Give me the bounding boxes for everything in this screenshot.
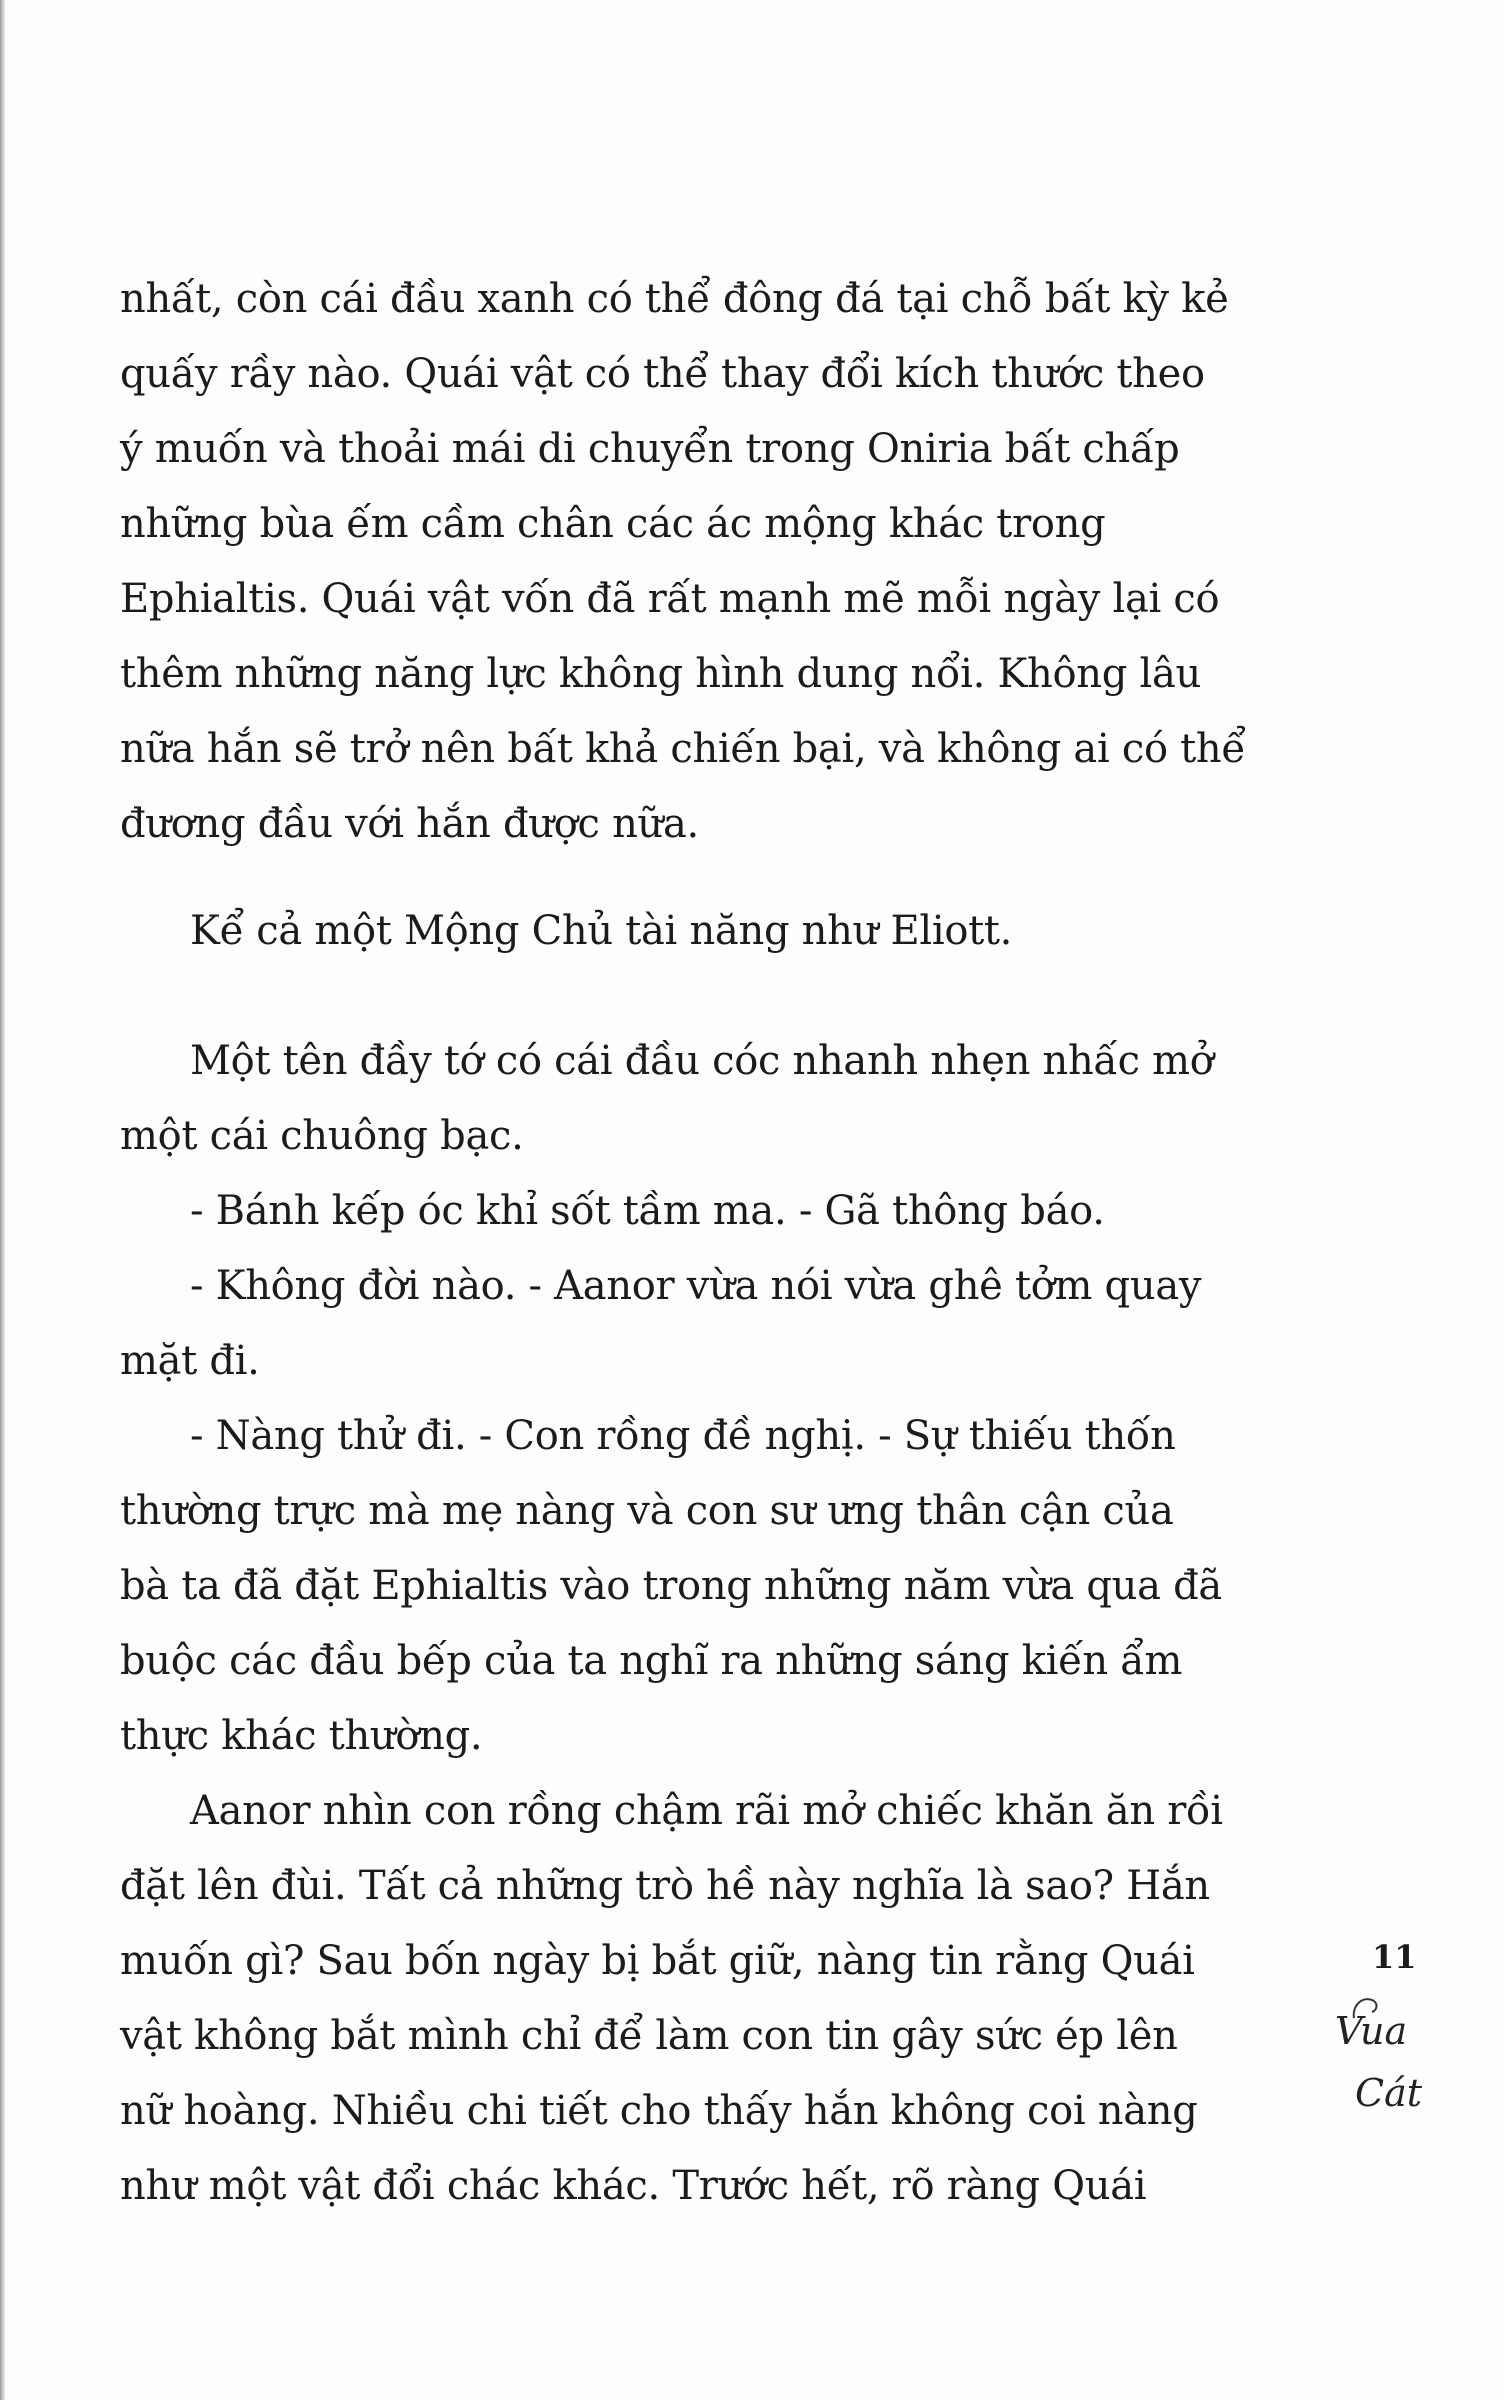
text-line: Một tên đầy tớ có cái đầu cóc nhanh nhẹn nhấc mở <box>190 1038 1214 1084</box>
text-line: - Nàng thử đi. - Con rồng đề nghị. - Sự thiếu thốn <box>190 1413 1176 1459</box>
text-line: nhất, còn cái đầu xanh có thể đông đá tại chỗ bất kỳ kẻ <box>120 276 1229 322</box>
paragraph <box>120 262 1270 862</box>
text-line: - Bánh kếp óc khỉ sốt tầm ma. - Gã thông báo. <box>190 1188 1105 1234</box>
text-line: Aanor nhìn con rồng chậm rãi mở chiếc khăn ăn rồi <box>190 1788 1223 1834</box>
text-line: ý muốn và thoải mái di chuyển trong Oniria bất chấp <box>120 426 1180 472</box>
text-line: đặt lên đùi. Tất cả những trò hề này nghĩa là sao? Hắn <box>120 1863 1210 1909</box>
running-title-line: Cát <box>1355 2071 1423 2115</box>
paragraph <box>120 1174 1270 1249</box>
paragraph <box>120 1399 1270 1774</box>
text-line: bà ta đã đặt Ephialtis vào trong những năm vừa qua đã <box>120 1563 1222 1609</box>
paragraph <box>120 1249 1270 1399</box>
text-line: nữa hắn sẽ trở nên bất khả chiến bại, và không ai có thể <box>120 726 1246 772</box>
running-title <box>1335 2000 1422 2124</box>
page-number: 11 <box>1372 1938 1417 1976</box>
text-line: thêm những năng lực không hình dung nổi. Không lâu <box>120 651 1201 697</box>
running-title-line: Vua <box>1335 2009 1408 2053</box>
paragraph <box>120 1774 1270 2224</box>
text-line: như một vật đổi chác khác. Trước hết, rõ ràng Quái <box>120 2163 1147 2209</box>
text-line: một cái chuông bạc. <box>120 1113 524 1159</box>
paragraph <box>120 894 1270 969</box>
text-line: mặt đi. <box>120 1338 260 1384</box>
text-line: - Không đời nào. - Aanor vừa nói vừa ghê tởm quay <box>190 1263 1202 1309</box>
text-line: Kể cả một Mộng Chủ tài năng như Eliott. <box>190 908 1013 954</box>
text-line: muốn gì? Sau bốn ngày bị bắt giữ, nàng tin rằng Quái <box>120 1938 1195 1984</box>
text-line: đương đầu với hắn được nữa. <box>120 801 699 847</box>
text-line: Ephialtis. Quái vật vốn đã rất mạnh mẽ mỗi ngày lại có <box>120 576 1220 622</box>
page-binding-edge <box>0 0 6 2400</box>
paragraph <box>120 1024 1270 1174</box>
text-line: nữ hoàng. Nhiều chi tiết cho thấy hắn không coi nàng <box>120 2088 1198 2134</box>
text-line: những bùa ếm cầm chân các ác mộng khác trong <box>120 501 1106 547</box>
text-line: thực khác thường. <box>120 1713 483 1759</box>
text-line: thường trực mà mẹ nàng và con sư ưng thân cận của <box>120 1488 1174 1534</box>
text-line: vật không bắt mình chỉ để làm con tin gây sức ép lên <box>120 2013 1178 2059</box>
text-line: quấy rầy nào. Quái vật có thể thay đổi kích thước theo <box>120 351 1205 397</box>
body-text <box>120 262 1270 2224</box>
text-line: buộc các đầu bếp của ta nghĩ ra những sáng kiến ẩm <box>120 1638 1183 1684</box>
